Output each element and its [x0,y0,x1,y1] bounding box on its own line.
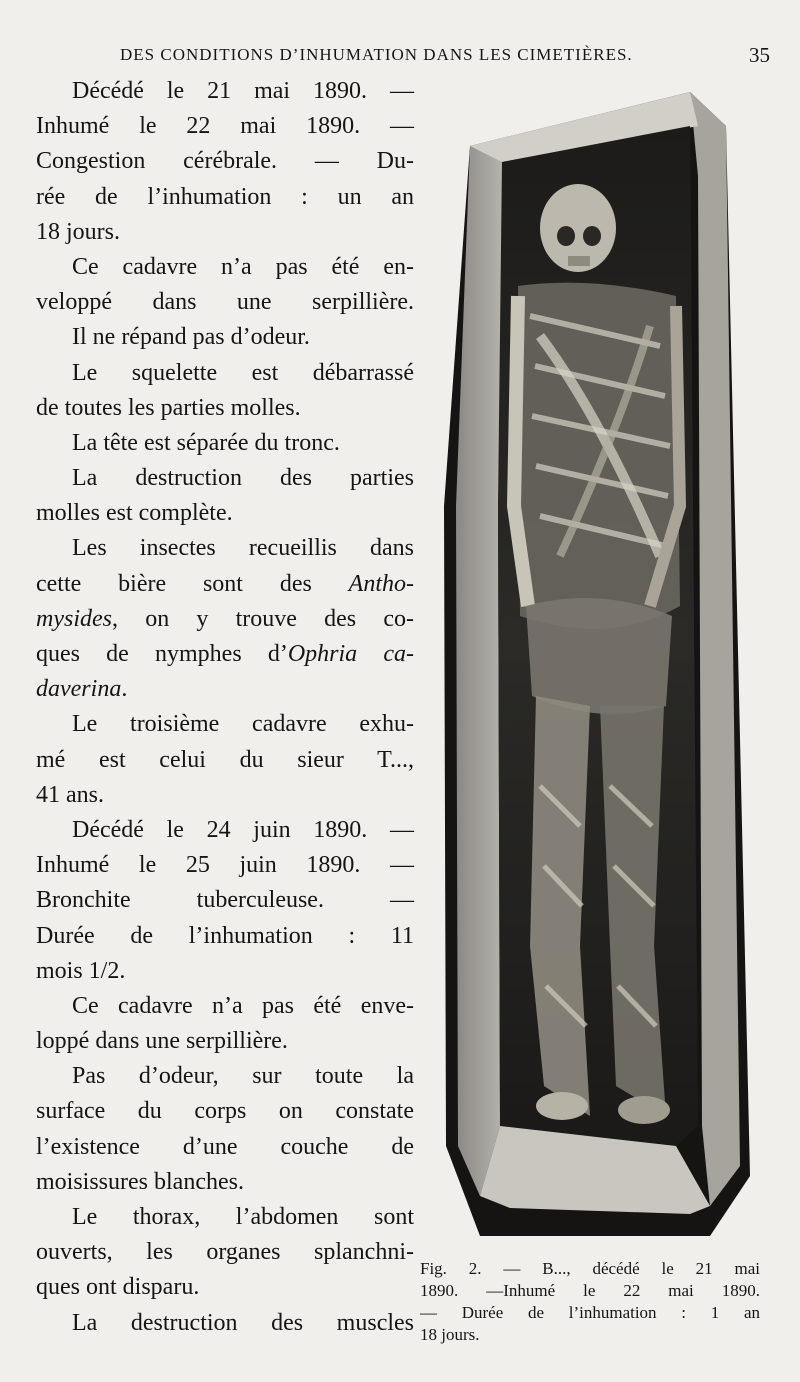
text-line [36,461,414,496]
text-line [36,1059,414,1094]
text-line [36,320,414,355]
text-line-text: Congestion cérébrale. — Du- [36,148,414,175]
text-line [36,250,414,285]
text-line [36,215,414,250]
text-line-italic: Ophria ca- [287,641,415,667]
text-line-text: de toutes les parties molles. [36,394,301,421]
text-line [36,707,414,742]
text-line [36,778,414,813]
text-line-text: molles est complète. [36,500,233,527]
text-line [36,356,414,391]
text-line [36,1130,414,1165]
text-line-text: Ce cadavre n’a pas été enve- [72,992,414,1019]
text-line-text: moisissures blanches. [36,1168,244,1195]
text-line-text: Le squelette est débarrassé [72,359,414,386]
text-line-text: Ce cadavre n’a pas été en- [72,253,414,280]
text-line [36,743,414,778]
text-line-text: surface du corps on constate [36,1098,414,1125]
text-line-text: Il ne répand pas d’odeur. [72,324,310,351]
text-line-italic: mysides [36,605,112,632]
caption-line-text: 1890. —Inhumé le 22 mai 1890. [420,1281,760,1300]
text-line-text: Inhumé le 25 juin 1890. — [36,852,414,879]
text-line-text: Le thorax, l’abdomen sont [72,1204,414,1230]
text-line-italic: daverina [36,676,122,703]
text-line [36,602,414,637]
text-line-text: 41 ans. [36,781,104,808]
text-line-text: Décédé le 21 mai 1890. — [72,78,414,104]
text-line-text: La destruction des parties [72,465,414,492]
text-line [36,672,414,707]
text-line [36,954,414,989]
text-line-text: loppé dans une serpillière. [36,1028,288,1055]
figure-caption [420,1258,760,1346]
pelvis [526,598,672,714]
text-line [36,1235,414,1270]
text-line-text: Décédé le 24 juin 1890. — [72,816,414,843]
text-line-text: 18 jours. [36,218,120,245]
text-line-text: ouverts, les organes splanchni- [36,1239,414,1266]
text-line [36,109,414,144]
text-line [36,496,414,531]
text-line [36,813,414,848]
text-line-text: La tête est séparée du tronc. [72,429,340,456]
text-line [36,285,414,320]
text-line-text: , on y trouve des co- [111,605,414,632]
caption-line-text: — Durée de l’inhumation : 1 an [420,1303,760,1322]
text-line-text: mois 1/2. [36,957,126,984]
text-line-text: cette bière sont des [36,570,349,597]
text-line-text: veloppé dans une serpillière. [36,289,414,316]
text-line [36,637,414,672]
text-line [36,391,414,426]
running-title: DES CONDITIONS D’INHUMATION DANS LES CIMETIÈRES. [120,45,633,64]
caption-line [420,1324,760,1346]
text-line-text: l’existence d’une couche de [36,1133,414,1160]
text-line-text: La destruction des muscles [72,1309,414,1336]
text-line-italic: Antho- [348,570,414,597]
caption-line-text: 18 jours. [420,1325,480,1344]
coffin-skeleton-illustration [440,86,770,1246]
text-line [36,919,414,954]
text-line [36,144,414,179]
page-number: 35 [749,42,770,67]
text-line [36,848,414,883]
text-line [36,1200,414,1235]
text-line-text: Pas d’odeur, sur toute la [72,1063,414,1090]
caption-line [420,1280,760,1302]
text-line [36,1306,414,1341]
text-line-text: ques de nymphes d’ [36,641,288,667]
text-line-text: ques ont disparu. [36,1274,200,1301]
text-line-text: Le troisième cadavre exhu- [72,711,414,738]
text-line [36,567,414,602]
text-line [36,883,414,918]
text-line-text: Durée de l’inhumation : 11 [36,922,414,949]
body-text-column [36,74,414,1341]
running-header [120,40,770,70]
text-line-text: mé est celui du sieur T..., [36,746,414,773]
text-line-text: . [121,676,128,703]
caption-line-text: Fig. 2. — B..., décédé le 21 mai [420,1259,760,1278]
text-line [36,426,414,461]
text-line [36,180,414,215]
text-line-text: Inhumé le 22 mai 1890. — [36,113,414,140]
text-line-text: Bronchite tuberculeuse. — [36,887,414,914]
text-line [36,1024,414,1059]
text-line [36,989,414,1024]
text-line [36,1094,414,1129]
figure-coffin-photograph [440,86,770,1246]
text-line [36,1165,414,1200]
caption-line [420,1258,760,1280]
text-line [36,74,414,109]
text-line [36,1270,414,1305]
text-line [36,531,414,566]
text-line-text: rée de l’inhumation : un an [36,183,414,210]
text-line-text: Les insectes recueillis dans [72,535,414,562]
caption-line [420,1302,760,1324]
